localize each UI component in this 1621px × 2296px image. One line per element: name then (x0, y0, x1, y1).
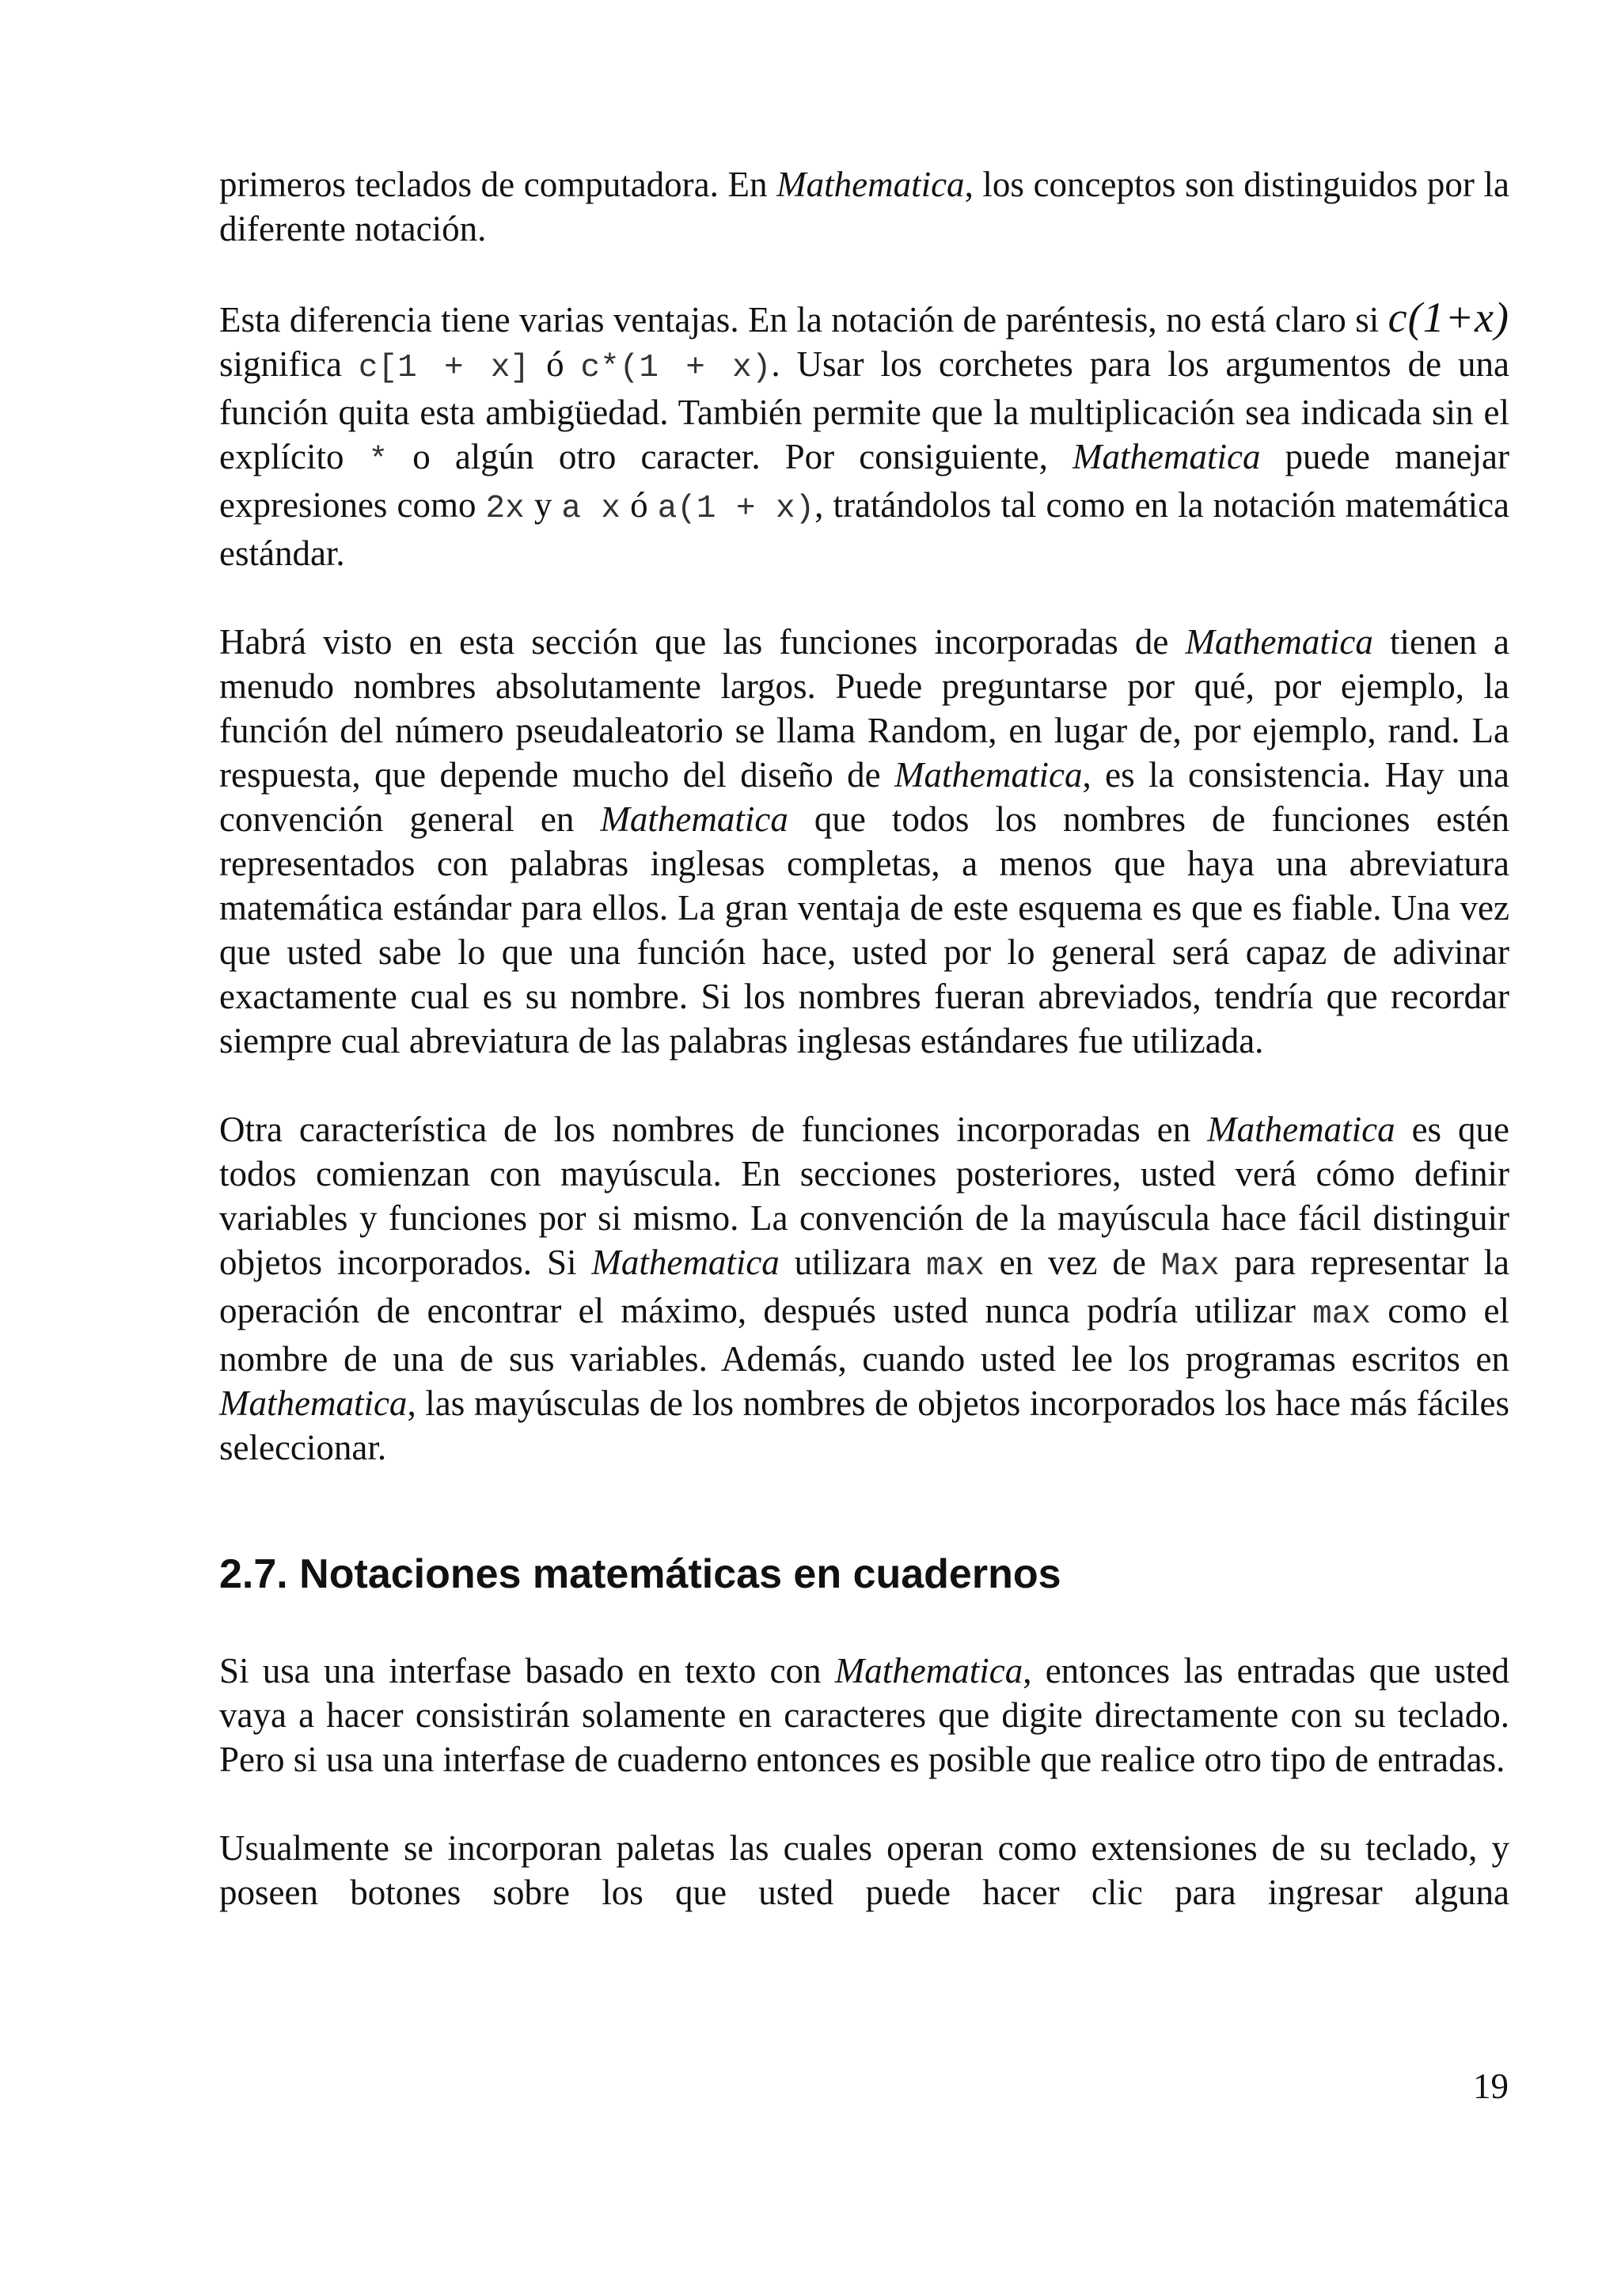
code-snippet: max (1312, 1296, 1371, 1333)
text-run: para representar la operación de encontrar el máximo, después usted nunca podría utilizar (219, 1243, 1509, 1330)
mathematica-emphasis: Mathematica (834, 1651, 1023, 1691)
text-run: Si usa una interfase basado en texto con (219, 1651, 835, 1691)
code-snippet: max (925, 1248, 985, 1285)
text-run: primeros teclados de computadora. En (219, 165, 777, 204)
mathematica-emphasis: Mathematica (591, 1243, 780, 1282)
page-number: 19 (1473, 2066, 1509, 2106)
paragraph-1 (219, 162, 1509, 251)
text-run: es que todos comienzan con mayúscula. En secciones posteriores, usted verá cómo definir variables y funciones por si mismo. La convención de la mayúscula hace fácil distinguir objetos incorporados. Si (219, 1110, 1509, 1282)
paragraph-3 (219, 620, 1509, 1063)
text-run: tienen a menudo nombres absolutamente largos. Puede preguntarse por qué, por ejemplo, la función del número pseudaleatorio se llama Random, en lugar de, por ejemplo, rand. La respuesta, que depende mucho del diseño de (219, 622, 1509, 795)
code-snippet: Max (1160, 1248, 1220, 1285)
text-run: Otra característica de los nombres de funciones incorporadas en (219, 1110, 1208, 1149)
code-snippet: a x (561, 491, 621, 527)
text-run: Habrá visto en esta sección que las funciones incorporadas de (219, 622, 1186, 662)
text-run: , tratándolos tal como en la notación matemática estándar. (219, 485, 1510, 573)
text-run: en vez de (984, 1243, 1161, 1282)
code-snippet: 2x (485, 491, 525, 527)
code-snippet: c*(1 + x) (580, 350, 772, 386)
text-run: significa (219, 344, 359, 384)
paragraph-6 (219, 1826, 1509, 1915)
text-run: , entonces las entradas que usted vaya a hacer consistirán solamente en caracteres que digite directamente con su teclado. Pero si usa una interfase de cuaderno entonces es posible que realice otro tipo de entradas. (219, 1651, 1509, 1779)
paragraph-5 (219, 1649, 1509, 1782)
math-expression: c(1+x) (1388, 294, 1509, 341)
text-run: utilizara (779, 1243, 926, 1282)
text-run: ó (530, 344, 581, 384)
code-snippet: * (368, 442, 389, 479)
text-run: puede manejar expresiones como (219, 437, 1509, 525)
mathematica-emphasis: Mathematica (1185, 622, 1373, 662)
text-run: o algún otro caracter. Por consiguiente, (388, 437, 1073, 476)
text-run: , los conceptos son distinguidos por la diferente notación. (219, 165, 1509, 249)
mathematica-emphasis: Mathematica (894, 755, 1083, 795)
mathematica-emphasis: Mathematica (219, 1383, 408, 1423)
mathematica-emphasis: Mathematica (600, 799, 788, 839)
text-run: como el nombre de una de sus variables. Además, cuando usted lee los programas escritos en (219, 1291, 1509, 1379)
text-run: ó (621, 485, 658, 525)
mathematica-emphasis: Mathematica (776, 165, 965, 204)
code-snippet: a(1 + x) (657, 491, 815, 527)
mathematica-emphasis: Mathematica (1072, 437, 1261, 476)
text-run: Usualmente se incorporan paletas las cuales operan como extensiones de su teclado, y poseen botones sobre los que usted puede hacer clic para ingresar alguna (219, 1828, 1509, 1912)
text-run: que todos los nombres de funciones estén representados con palabras inglesas completas, a menos que haya una abreviatura matemática estándar para ellos. La gran ventaja de este esquema es que es fiable. Una vez que usted sabe lo que una función hace, usted por lo general será capaz de adivinar exactamente cual es su nombre. Si los nombres fueran abreviados, tendría que recordar siempre cual abreviatura de las palabras inglesas estándares fue utilizada. (219, 799, 1509, 1061)
document-page (219, 162, 1509, 1915)
text-run: y (524, 485, 562, 525)
text-run: , las mayúsculas de los nombres de objetos incorporados los hace más fáciles seleccionar. (219, 1383, 1509, 1467)
text-run: , es la consistencia. Hay una convención general en (219, 755, 1509, 839)
code-snippet: c[1 + x] (358, 350, 530, 386)
paragraph-4 (219, 1107, 1509, 1470)
text-run: Esta diferencia tiene varias ventajas. En la notación de paréntesis, no está claro si (219, 300, 1388, 340)
mathematica-emphasis: Mathematica (1207, 1110, 1395, 1149)
paragraph-2 (219, 295, 1509, 575)
text-run: . Usar los corchetes para los argumentos de una función quita esta ambigüedad. También permite que la multiplicación sea indicada sin el explícito (219, 344, 1510, 476)
section-heading: 2.7. Notaciones matemáticas en cuadernos (219, 1551, 1061, 1597)
